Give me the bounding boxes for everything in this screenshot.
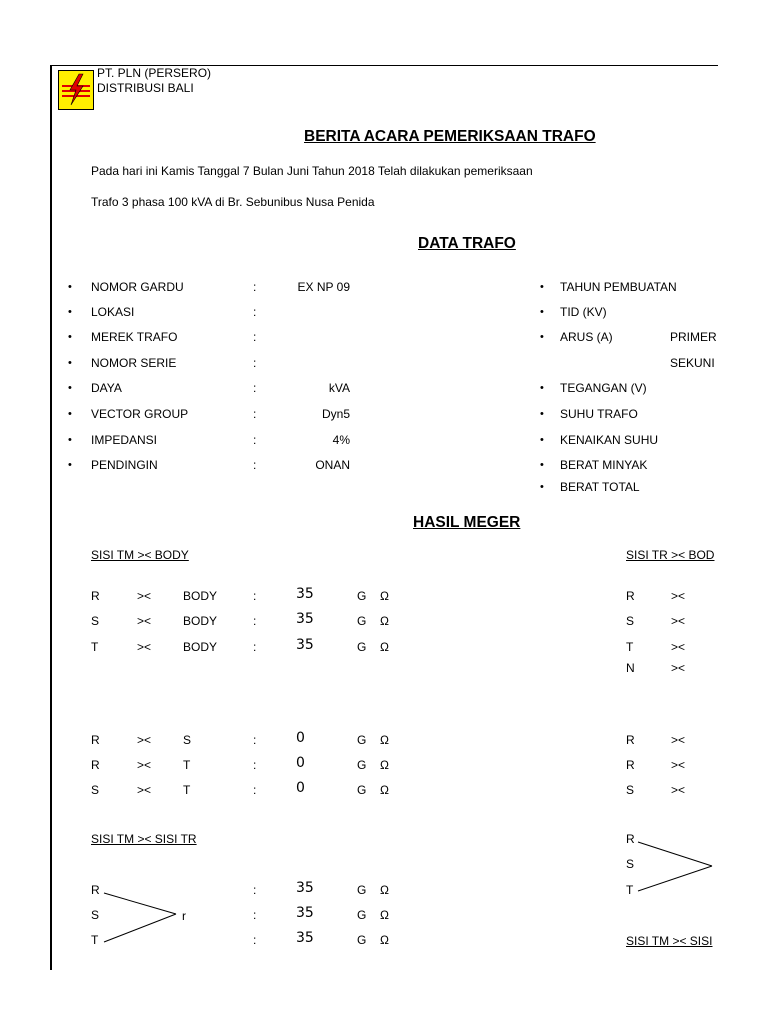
meger-unit-g: G [357, 908, 367, 922]
data-trafo-value: kVA [328, 381, 350, 395]
meger-target: T [183, 758, 191, 772]
meger-right-phase: R [626, 758, 635, 772]
data-trafo-right-label: KENAIKAN SUHU [560, 433, 659, 447]
meger-phase: T [91, 640, 99, 654]
colon: : [253, 933, 257, 947]
meger-target: S [183, 733, 192, 747]
meger-sep: >< [137, 589, 152, 603]
bullet-icon: • [68, 357, 72, 369]
division-name: DISTRIBUSI BALI [97, 81, 194, 95]
meger-sep: >< [671, 614, 686, 628]
meger-sep: >< [137, 733, 152, 747]
meger-right-phase: T [626, 883, 634, 897]
data-trafo-value: Dyn5 [321, 407, 350, 421]
meger-unit-ohm: Ω [380, 758, 389, 772]
data-trafo-label: VECTOR GROUP [91, 407, 189, 421]
meger-sep: >< [137, 640, 152, 654]
meger-value: 35 [296, 586, 314, 602]
colon: : [253, 458, 257, 472]
sisi-tm-body-header: SISI TM >< BODY [91, 548, 189, 562]
data-trafo-label: NOMOR SERIE [91, 356, 177, 370]
data-trafo-right-label: BERAT MINYAK [560, 458, 648, 472]
bullet-icon: • [68, 459, 72, 471]
intro-line-1: Pada hari ini Kamis Tanggal 7 Bulan Juni Tahun 2018 Telah dilakukan pemeriksaan [91, 164, 533, 178]
bullet-icon: • [540, 408, 544, 420]
data-trafo-value: ONAN [315, 458, 350, 472]
meger-phase: R [91, 733, 100, 747]
meger-sep: >< [671, 783, 686, 797]
bullet-icon: • [540, 434, 544, 446]
meger-unit-g: G [357, 783, 367, 797]
bullet-icon: • [540, 331, 544, 343]
bullet-icon: • [68, 331, 72, 343]
data-trafo-label: LOKASI [91, 305, 135, 319]
colon: : [253, 758, 257, 772]
bullet-icon: • [68, 408, 72, 420]
colon: : [253, 305, 257, 319]
meger-phase: R [91, 758, 100, 772]
meger-sep: >< [671, 640, 686, 654]
meger-target: BODY [183, 589, 218, 603]
meger-value: 35 [296, 637, 314, 653]
meger-unit-g: G [357, 640, 367, 654]
colon: : [253, 356, 257, 370]
meger-right-phase: R [626, 733, 635, 747]
bullet-icon: • [68, 281, 72, 293]
meger-right-phase: S [626, 783, 635, 797]
bullet-icon: • [540, 306, 544, 318]
document-title: BERITA ACARA PEMERIKSAAN TRAFO [304, 128, 596, 145]
colon: : [253, 783, 257, 797]
data-trafo-label: MEREK TRAFO [91, 330, 178, 344]
meger-phase: S [91, 783, 100, 797]
meger-value: 35 [296, 905, 314, 921]
meger-unit-ohm: Ω [380, 883, 389, 897]
data-trafo-right-label: ARUS (A) [560, 330, 613, 344]
meger-right-phase: N [626, 661, 635, 675]
meger-phase: R [91, 883, 100, 897]
data-trafo-right-extra: PRIMER [670, 330, 717, 344]
data-trafo-label: PENDINGIN [91, 458, 158, 472]
meger-sep: >< [671, 589, 686, 603]
meger-unit-ohm: Ω [380, 589, 389, 603]
company-name: PT. PLN (PERSERO) [97, 66, 212, 80]
meger-target: BODY [183, 640, 218, 654]
meger-target: BODY [183, 614, 218, 628]
meger-unit-ohm: Ω [380, 733, 389, 747]
meger-unit-ohm: Ω [380, 783, 389, 797]
colon: : [253, 407, 257, 421]
meger-sep: >< [671, 661, 686, 675]
bullet-icon: • [68, 434, 72, 446]
bullet-icon: • [540, 481, 544, 493]
meger-unit-g: G [357, 614, 367, 628]
meger-value: 0 [296, 780, 305, 796]
sisi-tr-body-header: SISI TR >< BOD [626, 548, 715, 562]
meger-unit-ohm: Ω [380, 933, 389, 947]
meger-right-phase: R [626, 832, 635, 846]
meger-phase: T [91, 933, 99, 947]
data-trafo-right-label: TAHUN PEMBUATAN [560, 280, 677, 294]
meger-target: T [183, 783, 191, 797]
sisi-tm-sisi-tr-header: SISI TM >< SISI TR [91, 832, 197, 846]
meger-right-phase: T [626, 640, 634, 654]
meger-value: 0 [296, 755, 305, 771]
bullet-icon: • [540, 382, 544, 394]
meger-value: 0 [296, 730, 305, 746]
meger-sep: >< [137, 758, 152, 772]
meger-unit-g: G [357, 733, 367, 747]
data-trafo-right-label: TID (KV) [560, 305, 607, 319]
data-trafo-right-label: TEGANGAN (V) [560, 381, 647, 395]
meger-sep: >< [137, 783, 152, 797]
meger-unit-g: G [357, 758, 367, 772]
intro-line-2: Trafo 3 phasa 100 kVA di Br. Sebunibus Nusa Penida [91, 195, 375, 209]
data-trafo-label: IMPEDANSI [91, 433, 158, 447]
meger-value: 35 [296, 880, 314, 896]
data-trafo-label: NOMOR GARDU [91, 280, 184, 294]
colon: : [253, 614, 257, 628]
data-trafo-value: EX NP 09 [297, 280, 350, 294]
bullet-icon: • [68, 306, 72, 318]
meger-unit-g: G [357, 589, 367, 603]
meger-unit-g: G [357, 883, 367, 897]
data-trafo-right-label: BERAT TOTAL [560, 480, 640, 494]
meger-phase: S [91, 614, 100, 628]
meger-sep: >< [671, 733, 686, 747]
meger-value: 35 [296, 930, 314, 946]
bullet-icon: • [68, 382, 72, 394]
colon: : [253, 330, 257, 344]
bullet-icon: • [540, 459, 544, 471]
meger-unit-ohm: Ω [380, 908, 389, 922]
meger-right-phase: S [626, 857, 635, 871]
meger-right-phase: R [626, 589, 635, 603]
data-trafo-label: DAYA [91, 381, 122, 395]
bullet-icon: • [540, 281, 544, 293]
meger-phase: S [91, 908, 100, 922]
meger-unit-g: G [357, 933, 367, 947]
colon: : [253, 908, 257, 922]
hasil-meger-title: HASIL MEGER [413, 514, 521, 531]
colon: : [253, 433, 257, 447]
colon: : [253, 589, 257, 603]
meger-sep: >< [671, 758, 686, 772]
meger-unit-ohm: Ω [380, 640, 389, 654]
meger-phase: R [91, 589, 100, 603]
colon: : [253, 640, 257, 654]
meger-right-phase: S [626, 614, 635, 628]
colon: : [253, 883, 257, 897]
sisi-tm-sisi-header: SISI TM >< SISI [626, 934, 713, 948]
data-trafo-title: DATA TRAFO [418, 235, 516, 252]
colon: : [253, 381, 257, 395]
data-trafo-right-extra: SEKUNI [670, 356, 715, 370]
meger-value: 35 [296, 611, 314, 627]
meger-unit-ohm: Ω [380, 614, 389, 628]
colon: : [253, 733, 257, 747]
data-trafo-right-label: SUHU TRAFO [560, 407, 638, 421]
meger-mid-r: r [182, 909, 186, 923]
colon: : [253, 280, 257, 294]
data-trafo-value: 4% [332, 433, 350, 447]
meger-sep: >< [137, 614, 152, 628]
